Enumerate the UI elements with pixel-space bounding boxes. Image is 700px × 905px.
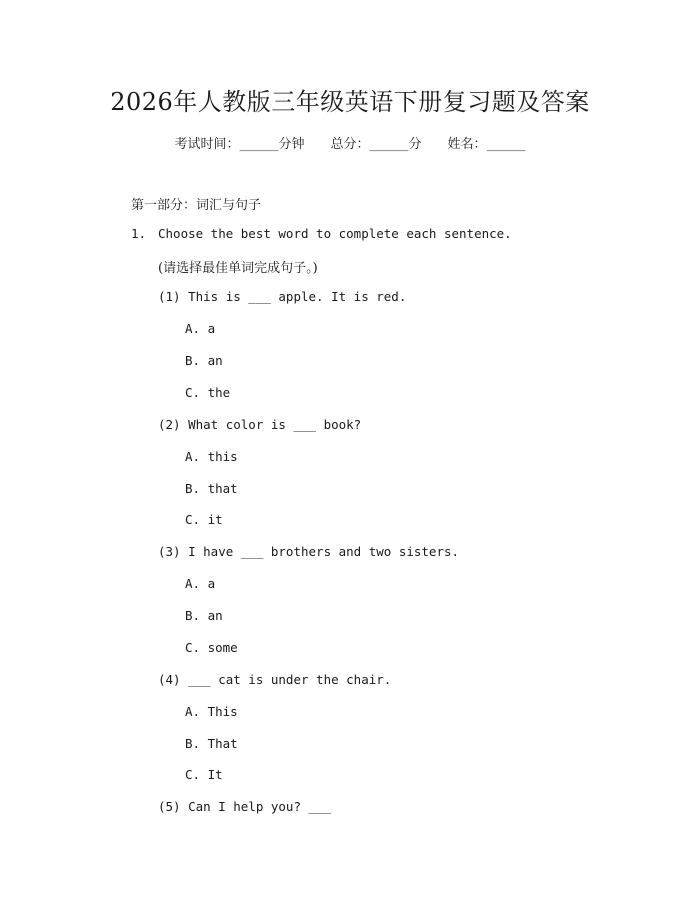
option: C. It	[185, 767, 223, 782]
option: B. an	[185, 608, 223, 623]
total-score-label: 总分：______分	[330, 137, 422, 152]
item-label: (2) What color is ___ book?	[158, 417, 362, 432]
option: B. That	[185, 736, 238, 751]
item-label: (1) This is ___ apple. It is red.	[158, 289, 407, 304]
exam-time-label: 考试时间：______分钟	[174, 137, 305, 152]
item-label: (5) Can I help you? ___	[158, 799, 332, 814]
option: B. that	[185, 481, 238, 496]
question-text: Choose the best word to complete each sentence.	[158, 226, 512, 241]
item-label: (3) I have ___ brothers and two sisters.	[158, 544, 460, 559]
option: C. it	[185, 512, 223, 527]
option: A. a	[185, 576, 216, 591]
question-number: 1.	[131, 226, 147, 241]
item-label: (4) ___ cat is under the chair.	[158, 672, 392, 687]
option: A. this	[185, 449, 238, 464]
section-heading: 第一部分：词汇与句子	[131, 198, 262, 213]
option: B. an	[185, 353, 223, 368]
exam-info	[0, 133, 700, 152]
option: C. the	[185, 385, 231, 400]
document-title: 2026年人教版三年级英语下册复习题及答案	[110, 88, 590, 116]
option: A. a	[185, 321, 216, 336]
question-translation: (请选择最佳单词完成句子。)	[158, 261, 318, 276]
option: A. This	[185, 704, 238, 719]
option: C. some	[185, 640, 238, 655]
name-label: 姓名：______	[447, 137, 526, 152]
